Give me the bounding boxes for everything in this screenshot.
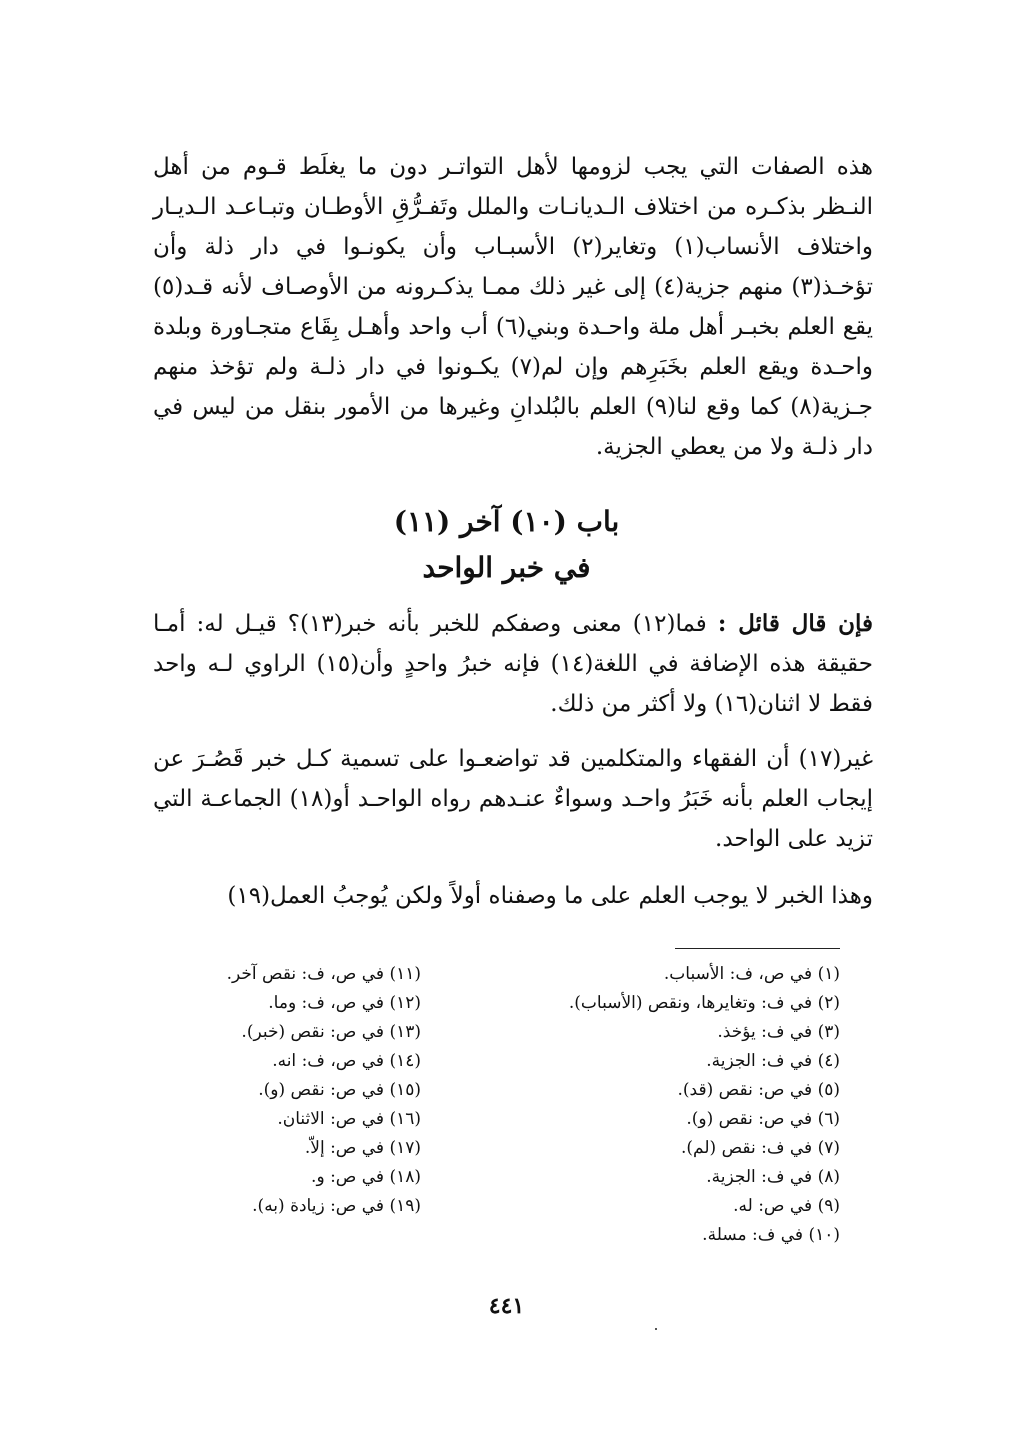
footnote: (١٢) في ص، ف: وما. bbox=[268, 993, 421, 1013]
footnote: (١٣) في ص: نقص (خبر). bbox=[241, 1022, 421, 1042]
footnote: (٦) في ص: نقص (و). bbox=[686, 1109, 840, 1129]
chapter-subheading: في خبر الواحد bbox=[422, 551, 591, 584]
footnote: (١٦) في ص: الاثنان. bbox=[277, 1109, 421, 1129]
footnote: (٧) في ف: نقص (لم). bbox=[681, 1138, 840, 1158]
footnote: (١٧) في ص: إلاّ. bbox=[304, 1138, 421, 1158]
footnote: (١) في ص، ف: الأسباب. bbox=[663, 964, 840, 984]
footnote: (٩) في ص: له. bbox=[733, 1196, 840, 1216]
footnote: (١٨) في ص: و. bbox=[311, 1167, 421, 1187]
chapter-heading: باب (١٠) آخر (١١) bbox=[393, 505, 620, 538]
footnote: (٢) في ف: وتغايرها، ونقص (الأسباب). bbox=[568, 993, 840, 1013]
footnotes-column-right bbox=[510, 960, 840, 1250]
footnote-divider bbox=[675, 948, 840, 949]
footnote: (٥) في ص: نقص (قد). bbox=[677, 1080, 840, 1100]
footnote: (١٥) في ص: نقص (و). bbox=[258, 1080, 421, 1100]
paragraph-3: غير(١٧) أن الفقهاء والمتكلمين قد تواضعـوا على تسمية كـل خبر قَصُـرَ عن إيجاب العلم بأنه خَبَرُ واحـد وسواءٌ عنـدهم رواه الواحـد أو(١٨) الجماعـة التي تزيد على الواحد. bbox=[153, 746, 873, 852]
footnotes-column-left bbox=[181, 960, 421, 1221]
paragraph-1: هذه الصفات التي يجب لزومها لأهل التواتـر دون ما يغلَط قـوم من أهل النـظر بذكـره من اختلاف الـديانـات والملل وتَفـرُّقِ الأوطـان وتبـاعـد الـديـار واختلاف الأنساب(١) وتغاير(٢) الأسبـاب وأن يكونـوا في دار ذلة وأن تؤخـذ(٣) منهم جزية(٤) إلى غير ذلك ممـا يذكـرونه من الأوصـاف لأنه قـد(٥) يقع العلم بخبـر أهل ملة واحـدة وبني(٦) أب واحد وأهـل بِقَاع متجـاورة وبلدة واحـدة ويقع العلم بخَبَرِهم وإن لم(٧) يكـونوا في دار ذلـة ولم تؤخذ منهم جـزية(٨) كما وقع لنا(٩) العلم بالبُلدانِ وغيرها من الأمور بنقل من ليس في دار ذلـة ولا من يعطي الجزية. bbox=[153, 154, 874, 460]
footnote: (١٩) في ص: زيادة (به). bbox=[252, 1196, 421, 1216]
footnote: (١٠) في ف: مسلة. bbox=[702, 1225, 840, 1245]
scan-speck bbox=[655, 1328, 657, 1330]
paragraph-2-body: فما(١٢) معنى وصفكم للخبر بأنه خبر(١٣)؟ قيـل له: أمـا حقيقة هذه الإضافة في اللغة(١٤) فإنه خبرُ واحدٍ وأن(١٥) الراوي لـه واحد فقط لا اثنان(١٦) ولا أكثر من ذلك. bbox=[153, 611, 874, 717]
footnote: (١٤) في ص، ف: انه. bbox=[272, 1051, 421, 1071]
footnote: (٤) في ف: الجزية. bbox=[706, 1051, 840, 1071]
footnote: (٣) في ف: يؤخذ. bbox=[717, 1022, 840, 1042]
paragraph-4: وهذا الخبر لا يوجب العلم على ما وصفناه أولاً ولكن يُوجبُ العمل(١٩) bbox=[227, 883, 873, 909]
page-number: ٤٤١ bbox=[488, 1293, 525, 1319]
footnote: (١١) في ص، ف: نقص آخر. bbox=[226, 964, 421, 984]
footnote: (٨) في ف: الجزية. bbox=[706, 1167, 840, 1187]
paragraph-2 bbox=[153, 604, 873, 724]
paragraph-2-lead: فإن قال قائل : bbox=[717, 610, 873, 637]
